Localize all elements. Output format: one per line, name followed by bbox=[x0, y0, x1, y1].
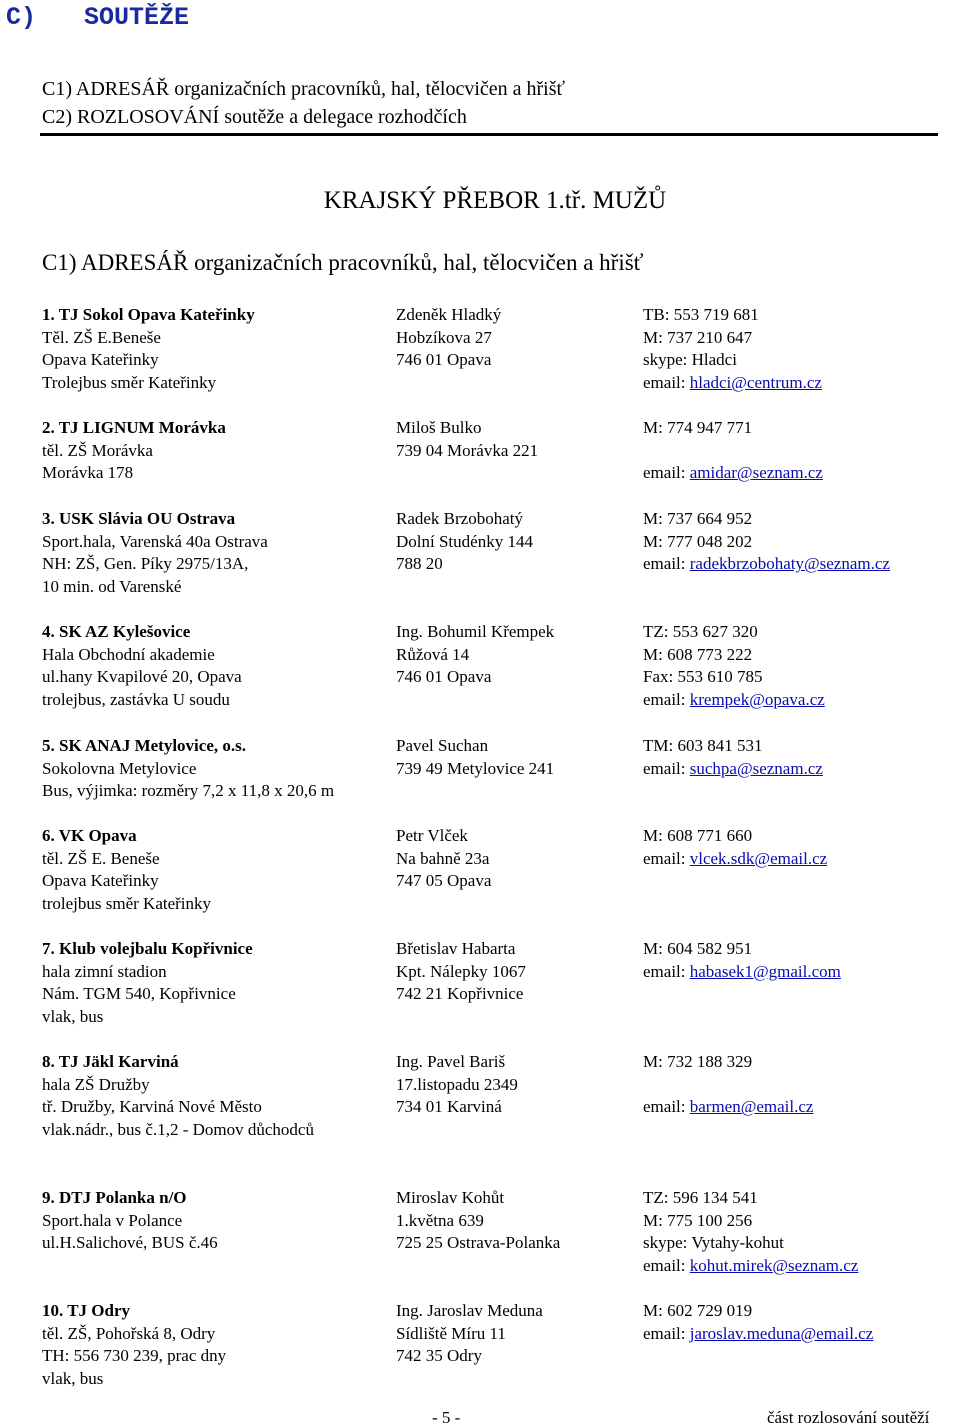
club-row bbox=[0, 327, 960, 349]
venue-info: Opava Kateřinky bbox=[42, 871, 159, 891]
contact-info bbox=[643, 848, 827, 870]
address: 725 25 Ostrava-Polanka bbox=[396, 1233, 561, 1253]
contact-label: TZ: 596 134 541 bbox=[643, 1188, 758, 1207]
club-row bbox=[0, 1074, 960, 1096]
contact-label: email: bbox=[643, 848, 690, 868]
contact-person: Miloš Bulko bbox=[396, 418, 482, 437]
address: 734 01 Karviná bbox=[396, 1097, 502, 1117]
contact-label: TM: 603 841 531 bbox=[643, 736, 763, 755]
contact-label: email: bbox=[643, 1255, 690, 1275]
contact-info bbox=[643, 1210, 752, 1232]
contact-label: email: bbox=[643, 758, 690, 778]
club-row bbox=[0, 1006, 960, 1028]
club-name: 6. VK Opava bbox=[42, 826, 137, 845]
email-link[interactable]: amidar@seznam.cz bbox=[689, 463, 823, 483]
contact-label: email: bbox=[643, 689, 690, 709]
club-row bbox=[0, 508, 960, 530]
club-row bbox=[0, 1119, 960, 1141]
section-code: C) bbox=[6, 3, 37, 32]
contact-label: Fax: 553 610 785 bbox=[643, 667, 763, 687]
club-row bbox=[0, 1232, 960, 1254]
contact-info bbox=[643, 553, 890, 575]
club-row bbox=[0, 1187, 960, 1209]
contact-info bbox=[643, 1300, 752, 1322]
address: Sídliště Míru 11 bbox=[396, 1323, 506, 1343]
address: 17.listopadu 2349 bbox=[396, 1074, 518, 1094]
contact-info bbox=[643, 327, 752, 349]
club-row bbox=[0, 983, 960, 1005]
address: 742 35 Odry bbox=[396, 1346, 482, 1366]
club-row bbox=[0, 758, 960, 780]
contact-info bbox=[643, 689, 825, 711]
contact-label: M: 737 664 952 bbox=[643, 509, 753, 528]
club-row bbox=[0, 462, 960, 484]
address: Dolní Studénky 144 bbox=[396, 531, 533, 551]
club-row bbox=[0, 1255, 960, 1277]
club-row bbox=[0, 938, 960, 960]
club-row bbox=[0, 553, 960, 575]
contact-label: email: bbox=[643, 1097, 690, 1117]
address: 739 49 Metylovice 241 bbox=[396, 758, 555, 778]
contact-label: M: 608 773 222 bbox=[643, 644, 753, 664]
footer-section: část rozlosování soutěží bbox=[767, 1408, 930, 1427]
contact-person: Pavel Suchan bbox=[396, 736, 489, 755]
email-link[interactable]: jaroslav.meduna@email.cz bbox=[689, 1323, 874, 1343]
contact-info bbox=[643, 938, 752, 960]
contact-label: email: bbox=[643, 554, 690, 574]
club-row bbox=[0, 1300, 960, 1322]
contact-info bbox=[643, 961, 841, 983]
club-name: 4. SK AZ Kylešovice bbox=[42, 622, 191, 641]
club-row bbox=[0, 848, 960, 870]
email-link[interactable]: hladci@centrum.cz bbox=[689, 372, 822, 392]
contact-info bbox=[643, 1187, 758, 1209]
contact-label: M: 732 188 329 bbox=[643, 1052, 753, 1071]
divider bbox=[40, 133, 938, 136]
contact-person: Miroslav Kohůt bbox=[396, 1188, 505, 1207]
contact-info bbox=[643, 349, 737, 371]
contact-info bbox=[643, 1323, 873, 1345]
contact-info bbox=[643, 825, 752, 847]
club-row bbox=[0, 1345, 960, 1367]
club-row bbox=[0, 1051, 960, 1073]
address: Kpt. Nálepky 1067 bbox=[396, 961, 526, 981]
venue-info: ul.hany Kvapilové 20, Opava bbox=[42, 667, 242, 687]
toc-item-c2: C2) ROZLOSOVÁNÍ soutěže a delegace rozhodčích bbox=[42, 106, 467, 128]
club-name: 5. SK ANAJ Metylovice, o.s. bbox=[42, 736, 246, 755]
contact-label: email: bbox=[643, 961, 690, 981]
email-link[interactable]: barmen@email.cz bbox=[689, 1097, 814, 1117]
address: 746 01 Opava bbox=[396, 667, 492, 687]
contact-label: skype: Vytahy-kohut bbox=[643, 1233, 784, 1253]
club-row bbox=[0, 780, 960, 802]
contact-info bbox=[643, 666, 762, 688]
contact-label: M: 737 210 647 bbox=[643, 327, 753, 347]
club-row bbox=[0, 1096, 960, 1118]
contact-person: Petr Vlček bbox=[396, 826, 468, 845]
page-number: - 5 - bbox=[432, 1408, 461, 1427]
club-row bbox=[0, 825, 960, 847]
club-row bbox=[0, 644, 960, 666]
contact-label: skype: Hladci bbox=[643, 350, 737, 370]
club-row bbox=[0, 689, 960, 711]
address: Růžová 14 bbox=[396, 644, 470, 664]
venue-info: vlak.nádr., bus č.1,2 - Domov důchodců bbox=[42, 1119, 314, 1139]
address: 788 20 bbox=[396, 554, 443, 574]
venue-info: ul.H.Salichové, BUS č.46 bbox=[42, 1233, 218, 1253]
venue-info: hala ZŠ Družby bbox=[42, 1074, 150, 1094]
contact-info bbox=[643, 372, 822, 394]
contact-label: M: 777 048 202 bbox=[643, 531, 753, 551]
contact-label: email: bbox=[643, 372, 690, 392]
club-row bbox=[0, 440, 960, 462]
venue-info: trolejbus, zastávka U soudu bbox=[42, 689, 230, 709]
venue-info: těl. ZŠ Morávka bbox=[42, 440, 153, 460]
venue-info: vlak, bus bbox=[42, 1368, 104, 1388]
venue-info: Sokolovna Metylovice bbox=[42, 758, 197, 778]
contact-info bbox=[643, 531, 752, 553]
directory-title: C1) ADRESÁŘ organizačních pracovníků, hal, tělocvičen a hřišť bbox=[42, 250, 644, 275]
email-link[interactable]: kohut.mirek@seznam.cz bbox=[689, 1255, 859, 1275]
contact-person: Ing. Pavel Bariš bbox=[396, 1052, 506, 1071]
contact-info bbox=[643, 758, 823, 780]
address: Na bahně 23a bbox=[396, 848, 490, 868]
contact-info bbox=[643, 621, 758, 643]
club-row bbox=[0, 372, 960, 394]
address: 747 05 Opava bbox=[396, 871, 492, 891]
club-name: 10. TJ Odry bbox=[42, 1301, 131, 1320]
club-name: 3. USK Slávia OU Ostrava bbox=[42, 509, 236, 528]
contact-info bbox=[643, 1096, 813, 1118]
venue-info: Sport.hala v Polance bbox=[42, 1210, 183, 1230]
contact-info bbox=[643, 304, 759, 326]
contact-person: Ing. Jaroslav Meduna bbox=[396, 1301, 543, 1320]
contact-person: Ing. Bohumil Křempek bbox=[396, 622, 555, 641]
contact-label: M: 604 582 951 bbox=[643, 939, 753, 958]
club-row bbox=[0, 621, 960, 643]
contact-info bbox=[643, 417, 752, 439]
venue-info: Hala Obchodní akademie bbox=[42, 644, 215, 664]
venue-info: Sport.hala, Varenská 40a Ostrava bbox=[42, 531, 268, 551]
club-row bbox=[0, 576, 960, 598]
venue-info: Nám. TGM 540, Kopřivnice bbox=[42, 984, 236, 1004]
contact-info bbox=[643, 508, 752, 530]
email-link[interactable]: krempek@opava.cz bbox=[689, 689, 825, 709]
club-row bbox=[0, 666, 960, 688]
club-row bbox=[0, 1323, 960, 1345]
club-row bbox=[0, 349, 960, 371]
email-link[interactable]: vlcek.sdk@email.cz bbox=[689, 848, 828, 868]
club-row bbox=[0, 961, 960, 983]
contact-info bbox=[643, 735, 762, 757]
club-name: 1. TJ Sokol Opava Kateřinky bbox=[42, 305, 255, 324]
contact-info bbox=[643, 644, 752, 666]
section-heading bbox=[6, 3, 189, 32]
contact-person: Radek Brzobohatý bbox=[396, 509, 523, 528]
contact-info bbox=[643, 462, 823, 484]
club-row bbox=[0, 1368, 960, 1390]
club-row bbox=[0, 735, 960, 757]
contact-label: email: bbox=[643, 1323, 690, 1343]
contact-info bbox=[643, 1255, 858, 1277]
contact-label: M: 602 729 019 bbox=[643, 1301, 753, 1320]
contact-label: M: 608 771 660 bbox=[643, 826, 753, 845]
email-link[interactable]: suchpa@seznam.cz bbox=[689, 758, 823, 778]
venue-info: Trolejbus směr Kateřinky bbox=[42, 372, 217, 392]
email-link[interactable]: habasek1@gmail.com bbox=[689, 961, 841, 981]
venue-info: tř. Družby, Karviná Nové Město bbox=[42, 1097, 262, 1117]
venue-info: 10 min. od Varenské bbox=[42, 576, 182, 596]
contact-label: email: bbox=[643, 463, 690, 483]
contact-person: Břetislav Habarta bbox=[396, 939, 516, 958]
club-row bbox=[0, 304, 960, 326]
contact-person: Zdeněk Hladký bbox=[396, 305, 502, 324]
club-name: 8. TJ Jäkl Karviná bbox=[42, 1052, 179, 1071]
venue-info: Opava Kateřinky bbox=[42, 350, 159, 370]
venue-info: trolejbus směr Kateřinky bbox=[42, 893, 212, 913]
contact-label: M: 775 100 256 bbox=[643, 1210, 753, 1230]
venue-info: TH: 556 730 239, prac dny bbox=[42, 1346, 227, 1366]
contact-label: TB: 553 719 681 bbox=[643, 305, 759, 324]
address: 739 04 Morávka 221 bbox=[396, 440, 539, 460]
venue-info: Bus, výjimka: rozměry 7,2 x 11,8 x 20,6 m bbox=[42, 781, 335, 801]
club-name: 7. Klub volejbalu Kopřivnice bbox=[42, 939, 253, 958]
venue-info: Morávka 178 bbox=[42, 463, 134, 483]
club-row bbox=[0, 417, 960, 439]
email-link[interactable]: radekbrzobohaty@seznam.cz bbox=[689, 554, 890, 574]
address: 746 01 Opava bbox=[396, 350, 492, 370]
contact-label: M: 774 947 771 bbox=[643, 418, 753, 437]
section-title: SOUTĚŽE bbox=[84, 3, 190, 32]
contact-info bbox=[643, 1051, 752, 1073]
address: 742 21 Kopřivnice bbox=[396, 984, 524, 1004]
address: 1.května 639 bbox=[396, 1210, 484, 1230]
venue-info: těl. ZŠ E. Beneše bbox=[42, 848, 160, 868]
league-title: KRAJSKÝ PŘEBOR 1.tř. MUŽŮ bbox=[323, 187, 667, 214]
club-row bbox=[0, 531, 960, 553]
club-name: 9. DTJ Polanka n/O bbox=[42, 1188, 187, 1207]
venue-info: hala zimní stadion bbox=[42, 961, 167, 981]
club-name: 2. TJ LIGNUM Morávka bbox=[42, 418, 226, 437]
contact-info bbox=[643, 1232, 784, 1254]
toc-item-c1: C1) ADRESÁŘ organizačních pracovníků, hal, tělocvičen a hřišť bbox=[42, 78, 566, 100]
venue-info: vlak, bus bbox=[42, 1006, 104, 1026]
venue-info: těl. ZŠ, Pohořská 8, Odry bbox=[42, 1323, 216, 1343]
venue-info: NH: ZŠ, Gen. Píky 2975/13A, bbox=[42, 554, 249, 574]
club-row bbox=[0, 870, 960, 892]
contact-label: TZ: 553 627 320 bbox=[643, 622, 758, 641]
club-row bbox=[0, 1210, 960, 1232]
club-row bbox=[0, 893, 960, 915]
address: Hobzíkova 27 bbox=[396, 327, 492, 347]
venue-info: Těl. ZŠ E.Beneše bbox=[42, 327, 161, 347]
